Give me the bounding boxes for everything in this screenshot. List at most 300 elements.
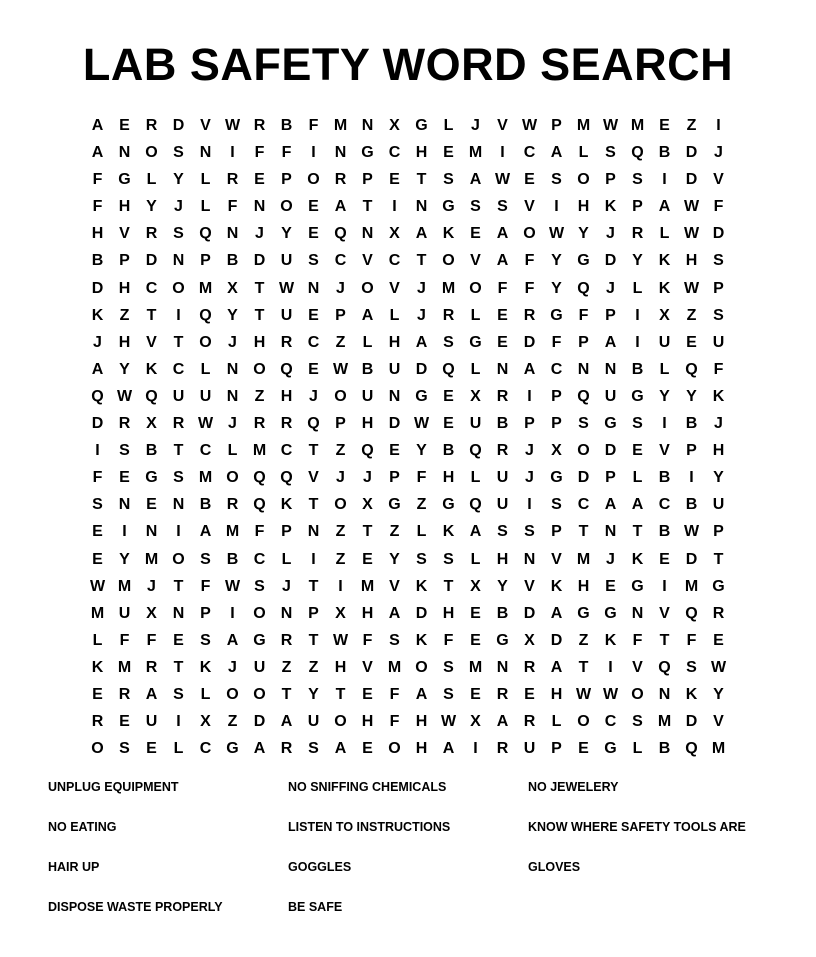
grid-letter[interactable]: N xyxy=(199,144,212,162)
grid-letter[interactable]: E xyxy=(308,360,319,378)
grid-letter[interactable]: R xyxy=(118,415,131,433)
grid-letter[interactable]: P xyxy=(200,252,211,270)
grid-letter[interactable]: S xyxy=(632,415,643,433)
grid-letter[interactable]: Q xyxy=(658,658,671,676)
grid-letter[interactable]: V xyxy=(362,252,373,270)
grid-letter[interactable]: Y xyxy=(578,225,589,243)
grid-letter[interactable]: J xyxy=(228,658,237,676)
grid-letter[interactable]: H xyxy=(388,333,401,351)
grid-letter[interactable]: E xyxy=(713,631,724,649)
grid-letter[interactable]: P xyxy=(551,523,562,541)
grid-letter[interactable]: W xyxy=(683,523,700,541)
grid-letter[interactable]: G xyxy=(712,577,725,595)
grid-letter[interactable]: H xyxy=(550,685,563,703)
grid-letter[interactable]: V xyxy=(470,252,481,270)
grid-letter[interactable]: N xyxy=(523,550,536,568)
grid-letter[interactable]: N xyxy=(577,360,590,378)
grid-letter[interactable]: U xyxy=(172,387,185,405)
grid-letter[interactable]: Y xyxy=(551,279,562,297)
grid-letter[interactable]: O xyxy=(145,144,158,162)
grid-letter[interactable]: E xyxy=(92,550,103,568)
grid-letter[interactable]: T xyxy=(254,306,265,324)
grid-letter[interactable]: Y xyxy=(632,252,643,270)
grid-letter[interactable]: N xyxy=(334,144,347,162)
grid-letter[interactable]: R xyxy=(172,415,185,433)
grid-letter[interactable]: N xyxy=(307,523,320,541)
grid-letter[interactable]: A xyxy=(550,144,563,162)
grid-letter[interactable]: M xyxy=(684,577,699,595)
grid-letter[interactable]: A xyxy=(658,198,671,216)
grid-letter[interactable]: S xyxy=(497,198,508,216)
grid-letter[interactable]: D xyxy=(253,713,266,731)
grid-letter[interactable]: U xyxy=(145,713,158,731)
grid-letter[interactable]: Q xyxy=(577,279,590,297)
grid-letter[interactable]: S xyxy=(605,144,616,162)
grid-letter[interactable]: Z xyxy=(416,496,427,514)
grid-letter[interactable]: X xyxy=(470,387,481,405)
grid-letter[interactable]: A xyxy=(496,713,509,731)
grid-letter[interactable]: R xyxy=(280,415,293,433)
grid-letter[interactable]: D xyxy=(604,442,617,460)
grid-letter[interactable]: D xyxy=(685,713,698,731)
grid-letter[interactable]: C xyxy=(253,550,266,568)
grid-letter[interactable]: E xyxy=(497,306,508,324)
grid-letter[interactable]: G xyxy=(550,469,563,487)
grid-letter[interactable]: Y xyxy=(119,550,130,568)
grid-letter[interactable]: C xyxy=(307,333,320,351)
grid-letter[interactable]: D xyxy=(577,469,590,487)
grid-letter[interactable]: D xyxy=(685,171,698,189)
grid-letter[interactable]: Z xyxy=(308,658,319,676)
grid-letter[interactable]: Q xyxy=(145,387,158,405)
grid-letter[interactable]: I xyxy=(500,144,505,162)
grid-letter[interactable]: C xyxy=(658,496,671,514)
grid-letter[interactable]: L xyxy=(659,360,670,378)
grid-letter[interactable]: S xyxy=(497,523,508,541)
grid-letter[interactable]: S xyxy=(173,469,184,487)
grid-letter[interactable]: O xyxy=(523,225,536,243)
grid-letter[interactable]: Y xyxy=(416,442,427,460)
grid-letter[interactable]: J xyxy=(228,415,237,433)
grid-letter[interactable]: S xyxy=(713,252,724,270)
grid-letter[interactable]: C xyxy=(199,442,212,460)
grid-letter[interactable]: A xyxy=(550,658,563,676)
grid-letter[interactable]: F xyxy=(308,117,319,134)
grid-letter[interactable]: R xyxy=(91,713,104,731)
grid-letter[interactable]: A xyxy=(280,713,293,731)
grid-letter[interactable]: O xyxy=(334,496,347,514)
grid-letter[interactable]: S xyxy=(443,658,454,676)
grid-letter[interactable]: R xyxy=(496,685,509,703)
grid-letter[interactable]: E xyxy=(470,631,481,649)
grid-letter[interactable]: S xyxy=(551,496,562,514)
grid-letter[interactable]: F xyxy=(146,631,157,649)
grid-letter[interactable]: H xyxy=(361,713,374,731)
grid-letter[interactable]: R xyxy=(496,442,509,460)
grid-letter[interactable]: C xyxy=(604,713,617,731)
grid-letter[interactable]: V xyxy=(524,198,535,216)
grid-letter[interactable]: C xyxy=(388,252,401,270)
grid-letter[interactable]: E xyxy=(92,685,103,703)
grid-letter[interactable]: I xyxy=(230,144,235,162)
grid-letter[interactable]: K xyxy=(658,252,671,270)
grid-letter[interactable]: O xyxy=(172,279,185,297)
grid-letter[interactable]: X xyxy=(524,631,535,649)
grid-letter[interactable]: T xyxy=(173,333,184,351)
grid-letter[interactable]: D xyxy=(253,252,266,270)
grid-letter[interactable]: E xyxy=(443,387,454,405)
grid-letter[interactable]: J xyxy=(714,415,723,433)
grid-letter[interactable]: R xyxy=(145,658,158,676)
grid-letter[interactable]: O xyxy=(577,171,590,189)
grid-letter[interactable]: F xyxy=(551,333,562,351)
grid-letter[interactable]: G xyxy=(496,631,509,649)
grid-letter[interactable]: R xyxy=(523,658,536,676)
grid-letter[interactable]: B xyxy=(226,252,239,270)
grid-letter[interactable]: J xyxy=(525,442,534,460)
grid-letter[interactable]: B xyxy=(658,469,671,487)
grid-letter[interactable]: B xyxy=(685,496,698,514)
grid-letter[interactable]: A xyxy=(550,604,563,622)
grid-letter[interactable]: N xyxy=(658,685,671,703)
grid-letter[interactable]: B xyxy=(226,550,239,568)
grid-letter[interactable]: A xyxy=(334,740,347,758)
grid-letter[interactable]: H xyxy=(577,198,590,216)
grid-letter[interactable]: E xyxy=(308,225,319,243)
grid-letter[interactable]: G xyxy=(145,469,158,487)
grid-letter[interactable]: J xyxy=(336,279,345,297)
grid-letter[interactable]: J xyxy=(606,550,615,568)
grid-letter[interactable]: X xyxy=(146,415,157,433)
grid-letter[interactable]: Q xyxy=(280,469,293,487)
grid-letter[interactable]: I xyxy=(230,604,235,622)
grid-letter[interactable]: J xyxy=(363,469,372,487)
grid-letter[interactable]: Z xyxy=(281,658,292,676)
grid-letter[interactable]: Z xyxy=(389,523,400,541)
grid-letter[interactable]: F xyxy=(686,631,697,649)
grid-letter[interactable]: R xyxy=(631,225,644,243)
grid-letter[interactable]: H xyxy=(118,333,131,351)
grid-letter[interactable]: R xyxy=(523,713,536,731)
grid-letter[interactable]: O xyxy=(388,740,401,758)
grid-letter[interactable]: S xyxy=(173,225,184,243)
grid-letter[interactable]: D xyxy=(91,415,104,433)
grid-letter[interactable]: E xyxy=(362,550,373,568)
grid-letter[interactable]: W xyxy=(548,225,565,243)
grid-letter[interactable]: X xyxy=(200,713,211,731)
grid-letter[interactable]: O xyxy=(334,713,347,731)
grid-letter[interactable]: G xyxy=(442,198,455,216)
grid-letter[interactable]: T xyxy=(362,198,373,216)
grid-letter[interactable]: S xyxy=(200,631,211,649)
grid-letter[interactable]: K xyxy=(442,225,455,243)
grid-letter[interactable]: R xyxy=(442,306,455,324)
grid-letter[interactable]: R xyxy=(523,306,536,324)
grid-letter[interactable]: D xyxy=(388,415,401,433)
grid-letter[interactable]: Y xyxy=(146,198,157,216)
grid-letter[interactable]: L xyxy=(200,685,211,703)
grid-letter[interactable]: U xyxy=(280,252,293,270)
grid-letter[interactable]: L xyxy=(470,469,481,487)
grid-letter[interactable]: X xyxy=(659,306,670,324)
grid-letter[interactable]: E xyxy=(632,442,643,460)
grid-letter[interactable]: P xyxy=(524,415,535,433)
grid-letter[interactable]: B xyxy=(361,360,374,378)
grid-letter[interactable]: S xyxy=(119,740,130,758)
grid-letter[interactable]: L xyxy=(173,740,184,758)
grid-letter[interactable]: U xyxy=(604,387,617,405)
grid-letter[interactable]: M xyxy=(198,469,213,487)
grid-letter[interactable]: K xyxy=(199,658,212,676)
grid-letter[interactable]: G xyxy=(604,604,617,622)
grid-letter[interactable]: F xyxy=(362,631,373,649)
grid-letter[interactable]: R xyxy=(226,171,239,189)
grid-letter[interactable]: A xyxy=(496,252,509,270)
grid-letter[interactable]: T xyxy=(335,685,346,703)
grid-letter[interactable]: W xyxy=(332,631,349,649)
grid-letter[interactable]: P xyxy=(578,333,589,351)
grid-letter[interactable]: H xyxy=(361,604,374,622)
grid-letter[interactable]: G xyxy=(226,740,239,758)
grid-letter[interactable]: Z xyxy=(227,713,238,731)
grid-letter[interactable]: E xyxy=(470,225,481,243)
grid-letter[interactable]: P xyxy=(362,171,373,189)
grid-letter[interactable]: V xyxy=(632,658,643,676)
grid-letter[interactable]: W xyxy=(683,198,700,216)
grid-letter[interactable]: X xyxy=(470,713,481,731)
grid-letter[interactable]: L xyxy=(632,740,643,758)
grid-letter[interactable]: E xyxy=(524,171,535,189)
grid-letter[interactable]: L xyxy=(362,333,373,351)
grid-letter[interactable]: U xyxy=(523,740,536,758)
grid-letter[interactable]: F xyxy=(578,306,589,324)
grid-letter[interactable]: Q xyxy=(361,442,374,460)
grid-letter[interactable]: A xyxy=(388,604,401,622)
grid-letter[interactable]: O xyxy=(577,713,590,731)
grid-letter[interactable]: T xyxy=(308,577,319,595)
grid-letter[interactable]: H xyxy=(577,577,590,595)
grid-letter[interactable]: V xyxy=(362,658,373,676)
grid-letter[interactable]: U xyxy=(712,496,725,514)
grid-letter[interactable]: G xyxy=(442,496,455,514)
grid-letter[interactable]: J xyxy=(93,333,102,351)
grid-letter[interactable]: M xyxy=(711,740,726,758)
grid-letter[interactable]: U xyxy=(496,469,509,487)
grid-letter[interactable]: D xyxy=(172,117,185,134)
grid-letter[interactable]: T xyxy=(578,523,589,541)
grid-letter[interactable]: Q xyxy=(469,496,482,514)
grid-letter[interactable]: I xyxy=(554,198,559,216)
grid-letter[interactable]: W xyxy=(683,225,700,243)
grid-letter[interactable]: I xyxy=(122,523,127,541)
grid-letter[interactable]: S xyxy=(443,685,454,703)
grid-letter[interactable]: M xyxy=(468,658,483,676)
grid-letter[interactable]: F xyxy=(200,577,211,595)
grid-letter[interactable]: U xyxy=(118,604,131,622)
grid-letter[interactable]: A xyxy=(253,740,266,758)
grid-letter[interactable]: L xyxy=(632,279,643,297)
grid-letter[interactable]: V xyxy=(524,577,535,595)
grid-letter[interactable]: U xyxy=(307,713,320,731)
grid-letter[interactable]: W xyxy=(575,685,592,703)
grid-letter[interactable]: X xyxy=(146,604,157,622)
grid-letter[interactable]: I xyxy=(473,740,478,758)
grid-letter[interactable]: S xyxy=(443,550,454,568)
grid-letter[interactable]: B xyxy=(658,144,671,162)
grid-letter[interactable]: Q xyxy=(685,740,698,758)
grid-letter[interactable]: L xyxy=(470,360,481,378)
grid-letter[interactable]: I xyxy=(662,171,667,189)
grid-letter[interactable]: W xyxy=(116,387,133,405)
grid-letter[interactable]: F xyxy=(254,144,265,162)
grid-letter[interactable]: G xyxy=(118,171,131,189)
grid-letter[interactable]: A xyxy=(469,523,482,541)
grid-letter[interactable]: E xyxy=(659,117,670,134)
grid-letter[interactable]: S xyxy=(254,577,265,595)
grid-letter[interactable]: C xyxy=(577,496,590,514)
grid-letter[interactable]: I xyxy=(338,577,343,595)
grid-letter[interactable]: T xyxy=(173,442,184,460)
grid-letter[interactable]: T xyxy=(308,442,319,460)
grid-letter[interactable]: M xyxy=(576,117,591,134)
grid-letter[interactable]: E xyxy=(443,144,454,162)
grid-letter[interactable]: D xyxy=(145,252,158,270)
grid-letter[interactable]: P xyxy=(605,469,616,487)
grid-letter[interactable]: S xyxy=(308,252,319,270)
grid-letter[interactable]: V xyxy=(551,550,562,568)
grid-letter[interactable]: V xyxy=(713,713,724,731)
grid-letter[interactable]: M xyxy=(117,577,132,595)
grid-letter[interactable]: G xyxy=(577,604,590,622)
grid-letter[interactable]: V xyxy=(146,333,157,351)
grid-letter[interactable]: O xyxy=(226,685,239,703)
grid-letter[interactable]: D xyxy=(685,550,698,568)
grid-letter[interactable]: M xyxy=(144,550,159,568)
grid-letter[interactable]: M xyxy=(90,604,105,622)
grid-letter[interactable]: T xyxy=(713,550,724,568)
grid-letter[interactable]: O xyxy=(91,740,104,758)
grid-letter[interactable]: S xyxy=(308,740,319,758)
grid-letter[interactable]: P xyxy=(551,117,562,134)
grid-letter[interactable]: Z xyxy=(578,631,589,649)
grid-letter[interactable]: D xyxy=(604,252,617,270)
grid-letter[interactable]: G xyxy=(631,577,644,595)
grid-letter[interactable]: P xyxy=(551,740,562,758)
grid-letter[interactable]: H xyxy=(415,740,428,758)
grid-letter[interactable]: C xyxy=(550,360,563,378)
grid-letter[interactable]: E xyxy=(119,469,130,487)
grid-letter[interactable]: D xyxy=(91,279,104,297)
grid-letter[interactable]: O xyxy=(577,442,590,460)
grid-letter[interactable]: K xyxy=(631,550,644,568)
grid-letter[interactable]: I xyxy=(716,117,721,134)
grid-letter[interactable]: G xyxy=(577,252,590,270)
grid-letter[interactable]: J xyxy=(525,469,534,487)
grid-letter[interactable]: T xyxy=(416,171,427,189)
grid-letter[interactable]: W xyxy=(332,360,349,378)
grid-letter[interactable]: G xyxy=(469,333,482,351)
grid-letter[interactable]: W xyxy=(521,117,538,134)
grid-letter[interactable]: Y xyxy=(308,685,319,703)
grid-letter[interactable]: E xyxy=(470,604,481,622)
grid-letter[interactable]: A xyxy=(442,740,455,758)
grid-letter[interactable]: E xyxy=(686,333,697,351)
grid-letter[interactable]: D xyxy=(712,225,725,243)
grid-letter[interactable]: E xyxy=(119,713,130,731)
grid-letter[interactable]: B xyxy=(658,523,671,541)
grid-letter[interactable]: L xyxy=(659,225,670,243)
grid-letter[interactable]: Y xyxy=(659,387,670,405)
grid-letter[interactable]: J xyxy=(606,225,615,243)
grid-letter[interactable]: V xyxy=(200,117,211,134)
grid-letter[interactable]: R xyxy=(118,685,131,703)
grid-letter[interactable]: V xyxy=(497,117,508,134)
grid-letter[interactable]: E xyxy=(578,740,589,758)
grid-letter[interactable]: P xyxy=(281,523,292,541)
grid-letter[interactable]: B xyxy=(199,496,212,514)
grid-letter[interactable]: K xyxy=(712,387,725,405)
grid-letter[interactable]: P xyxy=(632,198,643,216)
grid-letter[interactable]: T xyxy=(416,252,427,270)
grid-letter[interactable]: J xyxy=(417,279,426,297)
grid-letter[interactable]: L xyxy=(389,306,400,324)
grid-letter[interactable]: S xyxy=(119,442,130,460)
grid-letter[interactable]: K xyxy=(604,198,617,216)
grid-letter[interactable]: I xyxy=(662,415,667,433)
grid-letter[interactable]: N xyxy=(604,523,617,541)
grid-letter[interactable]: M xyxy=(198,279,213,297)
grid-letter[interactable]: A xyxy=(334,198,347,216)
grid-letter[interactable]: Q xyxy=(199,225,212,243)
grid-letter[interactable]: T xyxy=(659,631,670,649)
grid-letter[interactable]: J xyxy=(336,469,345,487)
grid-letter[interactable]: Z xyxy=(335,442,346,460)
grid-letter[interactable]: L xyxy=(470,306,481,324)
grid-letter[interactable]: S xyxy=(632,171,643,189)
grid-letter[interactable]: J xyxy=(606,279,615,297)
grid-letter[interactable]: Z xyxy=(686,117,697,134)
grid-letter[interactable]: L xyxy=(92,631,103,649)
grid-letter[interactable]: N xyxy=(118,144,131,162)
grid-letter[interactable]: I xyxy=(95,442,100,460)
grid-letter[interactable]: Q xyxy=(334,225,347,243)
grid-letter[interactable]: R xyxy=(280,333,293,351)
grid-letter[interactable]: E xyxy=(254,171,265,189)
grid-letter[interactable]: N xyxy=(631,604,644,622)
grid-letter[interactable]: S xyxy=(173,144,184,162)
grid-letter[interactable]: Y xyxy=(713,469,724,487)
grid-letter[interactable]: Q xyxy=(685,360,698,378)
grid-letter[interactable]: E xyxy=(605,577,616,595)
grid-letter[interactable]: S xyxy=(443,171,454,189)
grid-letter[interactable]: S xyxy=(686,658,697,676)
grid-letter[interactable]: M xyxy=(387,658,402,676)
grid-letter[interactable]: B xyxy=(496,415,509,433)
grid-letter[interactable]: R xyxy=(145,225,158,243)
grid-letter[interactable]: W xyxy=(602,117,619,134)
grid-letter[interactable]: M xyxy=(333,117,348,134)
grid-letter[interactable]: J xyxy=(228,333,237,351)
grid-letter[interactable]: P xyxy=(119,252,130,270)
grid-letter[interactable]: Y xyxy=(173,171,184,189)
grid-letter[interactable]: O xyxy=(280,198,293,216)
grid-letter[interactable]: M xyxy=(441,279,456,297)
grid-letter[interactable]: C xyxy=(199,740,212,758)
grid-letter[interactable]: E xyxy=(524,685,535,703)
grid-letter[interactable]: A xyxy=(604,496,617,514)
grid-letter[interactable]: G xyxy=(550,306,563,324)
grid-letter[interactable]: I xyxy=(689,469,694,487)
